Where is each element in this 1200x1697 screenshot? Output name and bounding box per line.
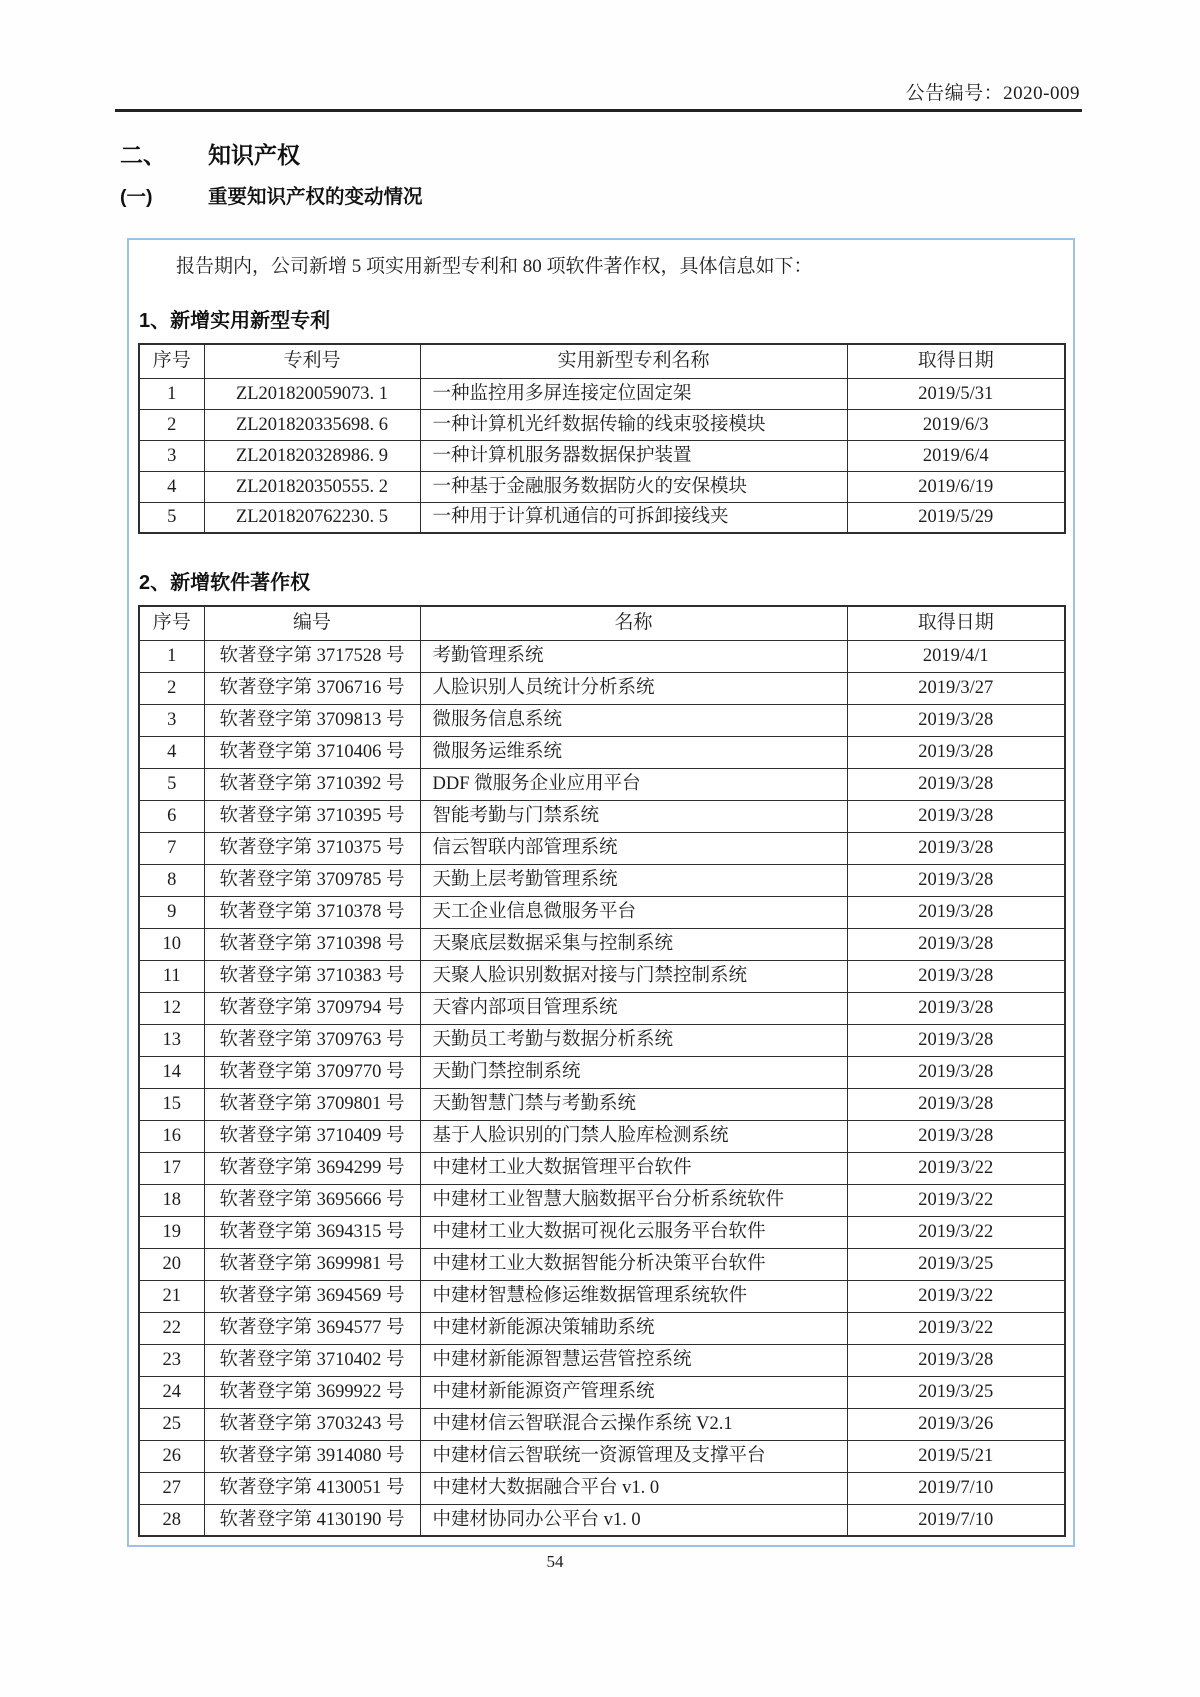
table-cell: 1	[139, 378, 204, 409]
table-cell: 2019/3/28	[847, 896, 1065, 928]
table-cell: 17	[139, 1152, 204, 1184]
table-row	[139, 704, 1065, 736]
table-cell: 23	[139, 1344, 204, 1376]
content-box	[127, 238, 1075, 1547]
table-cell: 9	[139, 896, 204, 928]
table-cell: ZL201820059073. 1	[204, 378, 420, 409]
table-cell: 软著登字第 3710378 号	[204, 896, 420, 928]
table-cell: 2019/6/19	[847, 471, 1065, 502]
patents-table-body	[139, 378, 1065, 533]
table-cell: 天聚底层数据采集与控制系统	[420, 928, 847, 960]
table-row	[139, 1312, 1065, 1344]
table-row	[139, 440, 1065, 471]
doc-number: 公告编号：2020-009	[905, 83, 1080, 104]
table-cell: 3	[139, 704, 204, 736]
table-cell: 2019/3/28	[847, 960, 1065, 992]
table-cell: 21	[139, 1280, 204, 1312]
table-cell: 中建材工业智慧大脑数据平台分析系统软件	[420, 1184, 847, 1216]
table-row	[139, 1472, 1065, 1504]
table-cell: 2019/3/28	[847, 800, 1065, 832]
table-cell: 人脸识别人员统计分析系统	[420, 672, 847, 704]
table-cell: 2019/5/21	[847, 1440, 1065, 1472]
table-cell: 19	[139, 1216, 204, 1248]
table-cell: 一种基于金融服务数据防火的安保模块	[420, 471, 847, 502]
table-cell: ZL201820350555. 2	[204, 471, 420, 502]
table-row	[139, 832, 1065, 864]
table-row	[139, 1088, 1065, 1120]
table-cell: 2019/3/22	[847, 1216, 1065, 1248]
table-cell: 中建材新能源资产管理系统	[420, 1376, 847, 1408]
table-cell: 4	[139, 736, 204, 768]
table-cell: 中建材工业大数据智能分析决策平台软件	[420, 1248, 847, 1280]
table-cell: 天勤员工考勤与数据分析系统	[420, 1024, 847, 1056]
table-cell: 2019/6/3	[847, 409, 1065, 440]
table-cell: 软著登字第 4130051 号	[204, 1472, 420, 1504]
table-cell: 6	[139, 800, 204, 832]
copyrights-table	[138, 605, 1066, 1537]
table-row	[139, 471, 1065, 502]
table-cell: 4	[139, 471, 204, 502]
table-cell: 软著登字第 3695666 号	[204, 1184, 420, 1216]
table-cell: 微服务运维系统	[420, 736, 847, 768]
table-cell: 软著登字第 3710409 号	[204, 1120, 420, 1152]
table-cell: 2019/4/1	[847, 640, 1065, 672]
table-cell: 2019/3/28	[847, 736, 1065, 768]
table-cell: 中建材工业大数据管理平台软件	[420, 1152, 847, 1184]
table-cell: 2019/3/28	[847, 992, 1065, 1024]
table-cell: 5	[139, 502, 204, 533]
subsection-number: (一)	[120, 186, 153, 208]
table-cell: 天睿内部项目管理系统	[420, 992, 847, 1024]
column-header: 实用新型专利名称	[420, 344, 847, 378]
table-row	[139, 1408, 1065, 1440]
table-cell: 2019/3/28	[847, 1088, 1065, 1120]
table-cell: 25	[139, 1408, 204, 1440]
table-cell: 软著登字第 3709801 号	[204, 1088, 420, 1120]
table-cell: 软著登字第 3709763 号	[204, 1024, 420, 1056]
table-cell: 天勤智慧门禁与考勤系统	[420, 1088, 847, 1120]
table-cell: 中建材工业大数据可视化云服务平台软件	[420, 1216, 847, 1248]
table-cell: 1	[139, 640, 204, 672]
table-row	[139, 1024, 1065, 1056]
table-cell: 软著登字第 4130190 号	[204, 1504, 420, 1536]
table-cell: 天工企业信息微服务平台	[420, 896, 847, 928]
table-cell: 2019/5/29	[847, 502, 1065, 533]
table-cell: 24	[139, 1376, 204, 1408]
table-cell: 2019/7/10	[847, 1504, 1065, 1536]
table-row	[139, 1120, 1065, 1152]
table-cell: 天聚人脸识别数据对接与门禁控制系统	[420, 960, 847, 992]
column-header: 序号	[139, 344, 204, 378]
table-cell: 考勤管理系统	[420, 640, 847, 672]
table-cell: 2019/3/28	[847, 704, 1065, 736]
table-cell: 2019/3/28	[847, 832, 1065, 864]
table-row	[139, 1440, 1065, 1472]
subsection-heading	[120, 181, 423, 209]
table-row	[139, 378, 1065, 409]
table-cell: 2019/3/22	[847, 1152, 1065, 1184]
table-cell: 软著登字第 3699922 号	[204, 1376, 420, 1408]
table-cell: 软著登字第 3694569 号	[204, 1280, 420, 1312]
table-cell: 信云智联内部管理系统	[420, 832, 847, 864]
section-title: 知识产权	[208, 142, 300, 168]
table-cell: 14	[139, 1056, 204, 1088]
table-cell: 13	[139, 1024, 204, 1056]
column-header: 取得日期	[847, 606, 1065, 640]
copyrights-header-row	[139, 606, 1065, 640]
table-cell: 2019/6/4	[847, 440, 1065, 471]
table-cell: 软著登字第 3709794 号	[204, 992, 420, 1024]
table-cell: 2019/3/27	[847, 672, 1065, 704]
table-row	[139, 1216, 1065, 1248]
table-cell: 12	[139, 992, 204, 1024]
table-cell: 一种计算机服务器数据保护装置	[420, 440, 847, 471]
patents-header-row	[139, 344, 1065, 378]
table-row	[139, 1248, 1065, 1280]
table-cell: 软著登字第 3710402 号	[204, 1344, 420, 1376]
table-cell: 一种计算机光纤数据传输的线束驳接模块	[420, 409, 847, 440]
table-cell: 天勤上层考勤管理系统	[420, 864, 847, 896]
table-row	[139, 1184, 1065, 1216]
table-cell: 天勤门禁控制系统	[420, 1056, 847, 1088]
header-divider	[115, 109, 1082, 112]
table-cell: 27	[139, 1472, 204, 1504]
table-cell: 软著登字第 3710395 号	[204, 800, 420, 832]
table-cell: 一种监控用多屏连接定位固定架	[420, 378, 847, 409]
table-cell: 15	[139, 1088, 204, 1120]
table-row	[139, 768, 1065, 800]
table-cell: 2019/3/28	[847, 1024, 1065, 1056]
table-cell: 2019/3/28	[847, 864, 1065, 896]
table-cell: 中建材信云智联统一资源管理及支撑平台	[420, 1440, 847, 1472]
column-header: 取得日期	[847, 344, 1065, 378]
table-cell: 2019/5/31	[847, 378, 1065, 409]
table-cell: 18	[139, 1184, 204, 1216]
table-cell: 2019/7/10	[847, 1472, 1065, 1504]
table-cell: 中建材协同办公平台 v1. 0	[420, 1504, 847, 1536]
copyrights-table-body	[139, 640, 1065, 1536]
table-cell: 软著登字第 3703243 号	[204, 1408, 420, 1440]
column-header: 编号	[204, 606, 420, 640]
table-cell: 软著登字第 3694299 号	[204, 1152, 420, 1184]
table-cell: 2019/3/22	[847, 1280, 1065, 1312]
patents-table	[138, 343, 1066, 534]
table-cell: 28	[139, 1504, 204, 1536]
column-header: 序号	[139, 606, 204, 640]
table-cell: 软著登字第 3699981 号	[204, 1248, 420, 1280]
table-cell: 2019/3/28	[847, 768, 1065, 800]
subsection-title: 重要知识产权的变动情况	[208, 186, 423, 208]
table-cell: 软著登字第 3694315 号	[204, 1216, 420, 1248]
table-row	[139, 1056, 1065, 1088]
table-cell: 2	[139, 409, 204, 440]
table-cell: 中建材新能源智慧运营管控系统	[420, 1344, 847, 1376]
table-cell: 基于人脸识别的门禁人脸库检测系统	[420, 1120, 847, 1152]
table-cell: 一种用于计算机通信的可拆卸接线夹	[420, 502, 847, 533]
table-cell: 2019/3/22	[847, 1184, 1065, 1216]
table-row	[139, 1504, 1065, 1536]
table-cell: 5	[139, 768, 204, 800]
table-row	[139, 502, 1065, 533]
table-cell: 7	[139, 832, 204, 864]
table-cell: 软著登字第 3710398 号	[204, 928, 420, 960]
patents-section-label: 1、新增实用新型专利	[139, 310, 331, 332]
table-cell: ZL201820762230. 5	[204, 502, 420, 533]
table-cell: 26	[139, 1440, 204, 1472]
intro-paragraph: 报告期内，公司新增 5 项实用新型专利和 80 项软件著作权，具体信息如下：	[176, 256, 813, 277]
table-cell: 微服务信息系统	[420, 704, 847, 736]
table-row	[139, 896, 1065, 928]
page-number: 54	[546, 1552, 564, 1571]
table-cell: 软著登字第 3717528 号	[204, 640, 420, 672]
table-cell: 软著登字第 3709770 号	[204, 1056, 420, 1088]
table-row	[139, 736, 1065, 768]
table-cell: ZL201820335698. 6	[204, 409, 420, 440]
table-row	[139, 864, 1065, 896]
table-cell: 16	[139, 1120, 204, 1152]
copyrights-section-label: 2、新增软件著作权	[139, 572, 311, 594]
table-row	[139, 672, 1065, 704]
table-cell: 10	[139, 928, 204, 960]
table-cell: 软著登字第 3694577 号	[204, 1312, 420, 1344]
column-header: 名称	[420, 606, 847, 640]
table-cell: 软著登字第 3709813 号	[204, 704, 420, 736]
table-cell: 软著登字第 3706716 号	[204, 672, 420, 704]
section-number: 二、	[120, 142, 166, 168]
table-cell: DDF 微服务企业应用平台	[420, 768, 847, 800]
table-cell: 软著登字第 3710406 号	[204, 736, 420, 768]
table-cell: 3	[139, 440, 204, 471]
table-cell: 中建材新能源决策辅助系统	[420, 1312, 847, 1344]
table-cell: 2019/3/28	[847, 1056, 1065, 1088]
table-cell: 中建材信云智联混合云操作系统 V2.1	[420, 1408, 847, 1440]
table-cell: 2019/3/25	[847, 1376, 1065, 1408]
table-cell: 2	[139, 672, 204, 704]
table-cell: 软著登字第 3709785 号	[204, 864, 420, 896]
table-row	[139, 640, 1065, 672]
table-cell: 2019/3/28	[847, 1120, 1065, 1152]
table-cell: 软著登字第 3710375 号	[204, 832, 420, 864]
table-cell: 2019/3/22	[847, 1312, 1065, 1344]
table-cell: 智能考勤与门禁系统	[420, 800, 847, 832]
table-cell: ZL201820328986. 9	[204, 440, 420, 471]
table-row	[139, 409, 1065, 440]
table-row	[139, 1152, 1065, 1184]
table-cell: 中建材大数据融合平台 v1. 0	[420, 1472, 847, 1504]
table-row	[139, 1344, 1065, 1376]
table-row	[139, 1280, 1065, 1312]
table-cell: 软著登字第 3914080 号	[204, 1440, 420, 1472]
table-cell: 软著登字第 3710392 号	[204, 768, 420, 800]
table-cell: 20	[139, 1248, 204, 1280]
table-cell: 2019/3/26	[847, 1408, 1065, 1440]
table-row	[139, 1376, 1065, 1408]
section-heading	[120, 137, 300, 170]
table-cell: 22	[139, 1312, 204, 1344]
table-cell: 2019/3/28	[847, 928, 1065, 960]
column-header: 专利号	[204, 344, 420, 378]
table-row	[139, 992, 1065, 1024]
table-row	[139, 960, 1065, 992]
table-cell: 11	[139, 960, 204, 992]
table-cell: 8	[139, 864, 204, 896]
table-cell: 2019/3/25	[847, 1248, 1065, 1280]
table-cell: 中建材智慧检修运维数据管理系统软件	[420, 1280, 847, 1312]
table-cell: 软著登字第 3710383 号	[204, 960, 420, 992]
table-row	[139, 800, 1065, 832]
table-row	[139, 928, 1065, 960]
table-cell: 2019/3/28	[847, 1344, 1065, 1376]
